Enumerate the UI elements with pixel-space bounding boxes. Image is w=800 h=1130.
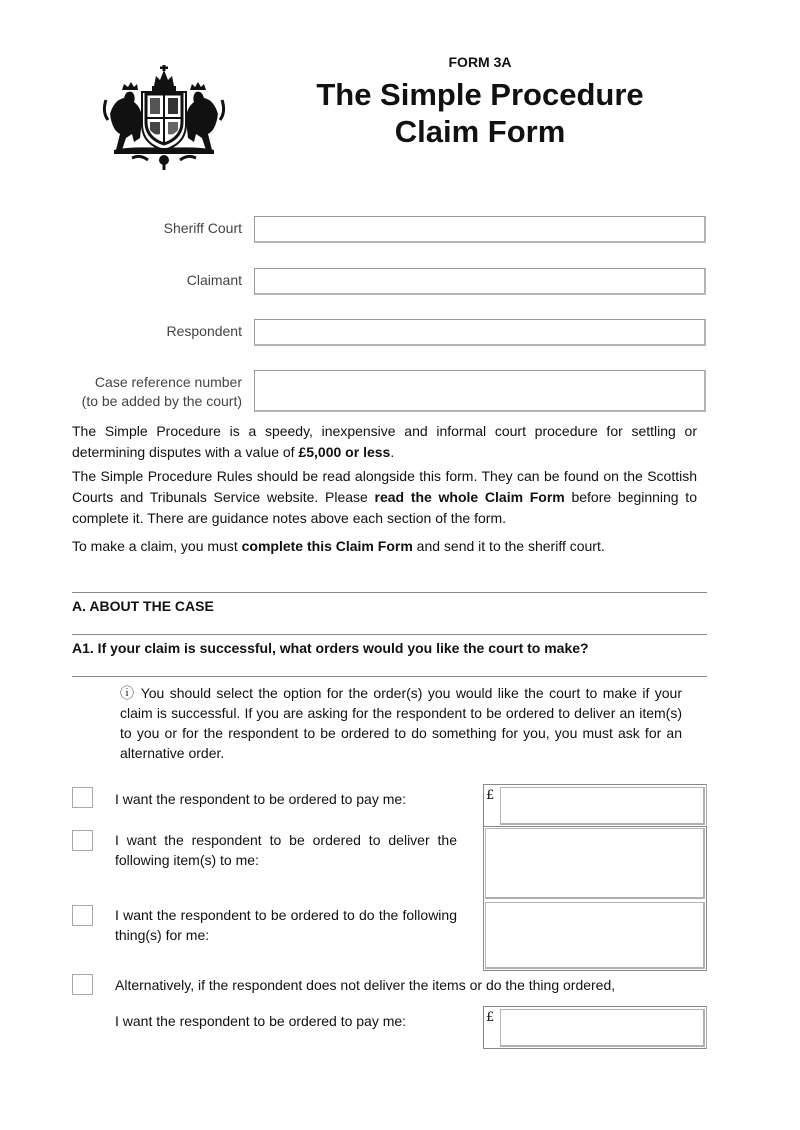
sheriff-court-input[interactable]: [254, 216, 706, 243]
intro-p3-bold: complete this Claim Form: [241, 538, 413, 554]
alternative-amount-field: [483, 1006, 707, 1049]
intro-p1-text: The Simple Procedure is a speedy, inexpensive and informal court procedure for settling or determining disputes with a value of: [72, 423, 697, 460]
case-reference-label-line-2: (to be added by the court): [81, 393, 242, 409]
pay-me-amount-field: [483, 784, 707, 827]
do-things-input[interactable]: [485, 902, 705, 969]
respondent-label: Respondent: [166, 323, 242, 339]
title-line-1: The Simple Procedure: [316, 77, 644, 112]
intro-p1-bold: £5,000 or less: [298, 444, 391, 460]
intro-p3-text-end: and send it to the sheriff court.: [412, 538, 605, 554]
intro-p2-text: The Simple Procedure Rules should be read alongside this form. They can be found on the Scottish Courts and Tribunals Service website. Please: [72, 468, 697, 505]
claimant-input[interactable]: [254, 268, 706, 295]
pound-sign: £: [486, 788, 495, 803]
page-title: [280, 76, 680, 150]
alternative-pay-me-label: I want the respondent to be ordered to pay me:: [115, 1013, 407, 1029]
intro-p3-text: To make a claim, you must: [72, 538, 242, 554]
question-a1: A1. If your claim is successful, what orders would you like the court to make?: [72, 640, 589, 656]
section-a-title: A. ABOUT THE CASE: [72, 598, 214, 614]
intro-paragraph-3: [72, 536, 697, 557]
deliver-items-label: I want the respondent to be ordered to deliver the following item(s) to me:: [115, 832, 457, 868]
guidance-note: [120, 683, 682, 763]
royal-coat-of-arms-icon: [100, 64, 228, 170]
deliver-items-checkbox[interactable]: [72, 830, 93, 851]
sheriff-court-label: Sheriff Court: [163, 220, 242, 236]
claimant-label: Claimant: [186, 272, 242, 288]
intro-paragraph-2: [72, 466, 697, 529]
intro-paragraph-1: [72, 421, 697, 463]
do-things-label: I want the respondent to be ordered to do the following thing(s) for me:: [115, 907, 457, 943]
do-things-checkbox[interactable]: [72, 905, 93, 926]
info-icon: ⓘ: [120, 685, 136, 701]
alternative-amount-input[interactable]: [500, 1009, 705, 1047]
respondent-input[interactable]: [254, 319, 706, 346]
pay-me-label: I want the respondent to be ordered to pay me:: [115, 791, 407, 807]
intro-p2-bold: read the whole Claim Form: [374, 489, 565, 505]
alternative-order-label: Alternatively, if the respondent does not deliver the items or do the thing ordered,: [115, 977, 616, 993]
divider: [72, 676, 707, 677]
deliver-items-input[interactable]: [485, 828, 705, 899]
pay-me-amount-input[interactable]: [500, 787, 705, 825]
divider: [72, 634, 707, 635]
guidance-text: You should select the option for the order(s) you would like the court to make if your claim is successful. If you are asking for the respondent to be ordered to deliver an item(s) to you or for the respondent to be ordered to do something for you, you must ask for an alternative order.: [120, 685, 683, 761]
intro-p1-text-end: .: [390, 444, 395, 460]
case-reference-label: [82, 373, 242, 411]
deliver-do-group: [483, 827, 707, 971]
form-number: FORM 3A: [448, 54, 512, 70]
alternative-order-checkbox[interactable]: [72, 974, 93, 995]
case-reference-label-line-1: Case reference number: [94, 374, 242, 390]
case-reference-input[interactable]: [254, 370, 706, 412]
pound-sign: £: [486, 1010, 495, 1025]
intro-p2-text-end: before beginning to complete it. There are guidance notes above each section of the form.: [72, 489, 697, 526]
divider: [72, 592, 707, 593]
title-line-2: Claim Form: [394, 114, 566, 149]
pay-me-checkbox[interactable]: [72, 787, 93, 808]
